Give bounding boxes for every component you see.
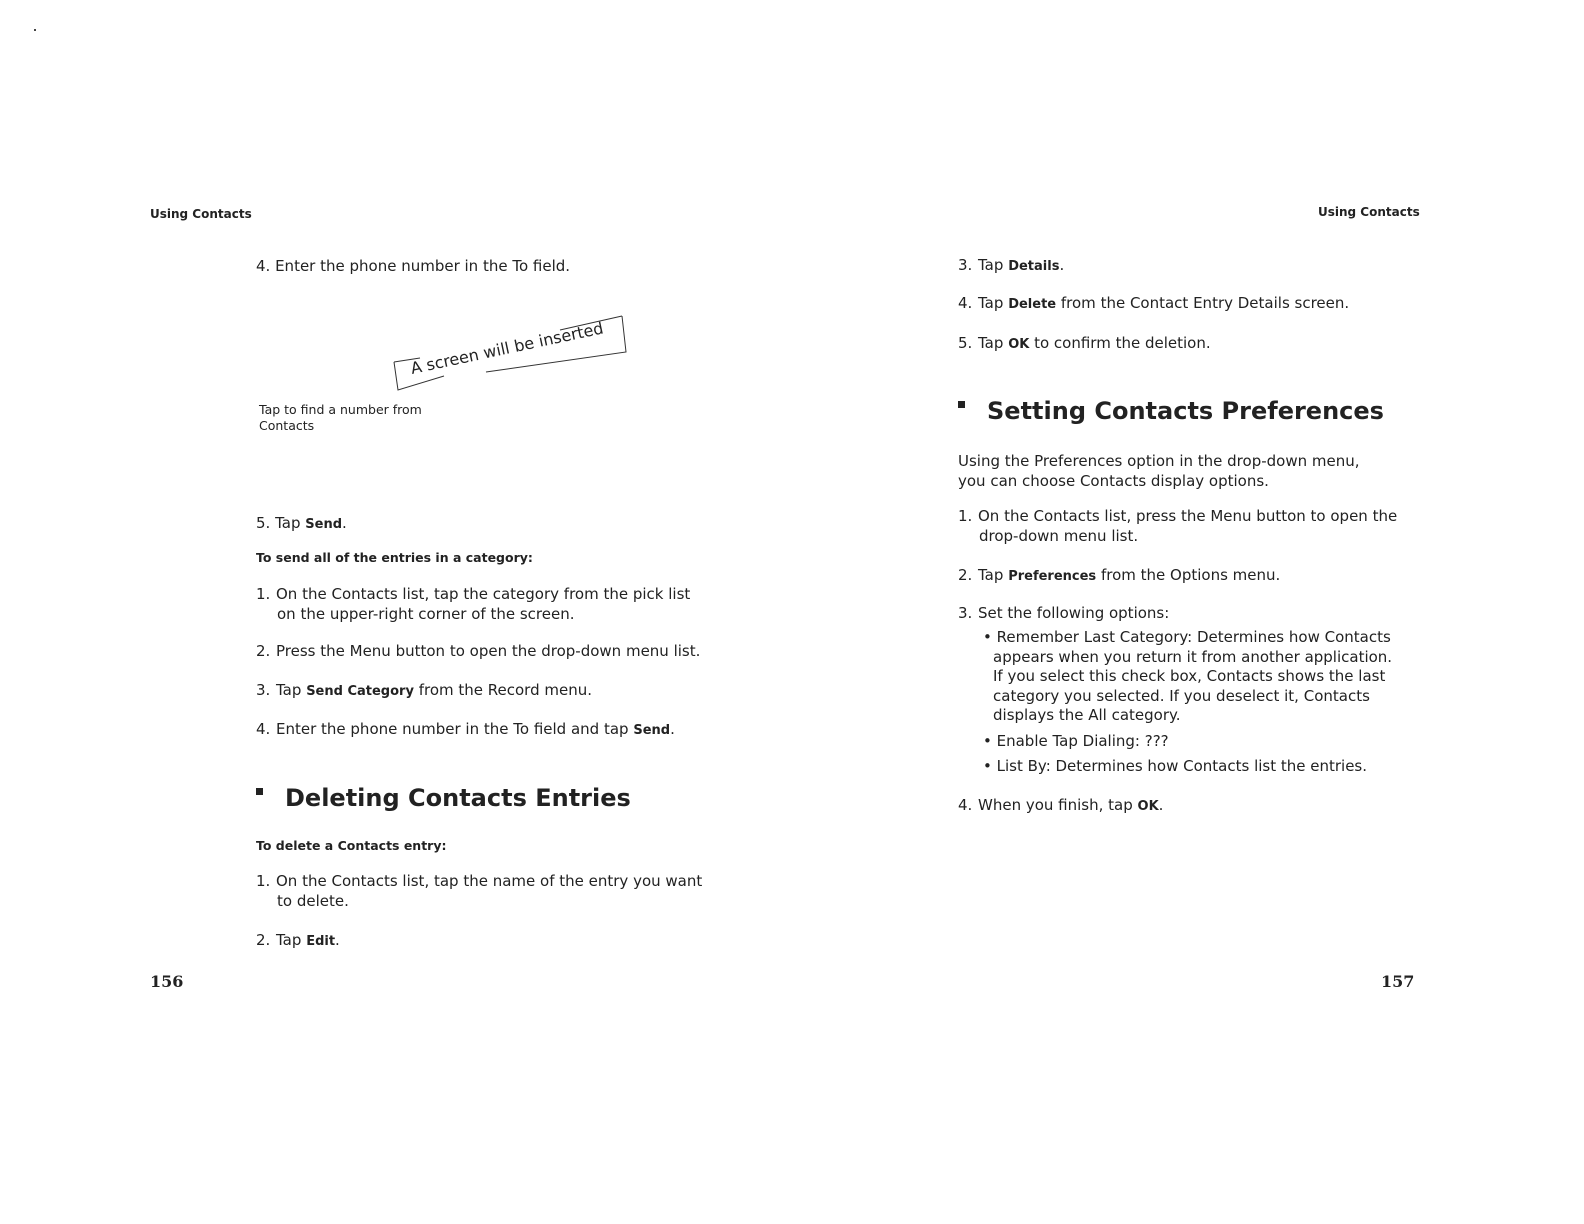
left-page-number: 156 xyxy=(150,972,184,991)
r-s4-suffix: from the Contact Entry Details screen. xyxy=(1060,294,1350,312)
p1-s2-text: Press the Menu button to open the drop-down menu list. xyxy=(276,642,701,660)
screen-placeholder-text: A screen will be inserted xyxy=(408,318,606,378)
section-bullet-icon xyxy=(958,401,965,408)
pref-step-4: 4. When you finish, tap OK. xyxy=(958,796,1164,814)
right-step-3: 3. Tap Details. xyxy=(958,256,1065,274)
right-page-number: 157 xyxy=(1381,972,1415,991)
callout-line-1: Tap to find a number from xyxy=(259,402,422,417)
screen-placeholder-box xyxy=(390,314,630,394)
pref-s2-bold: Preferences xyxy=(1008,569,1097,584)
r-s5-prefix: Tap xyxy=(978,334,1004,352)
r-s3-prefix: Tap xyxy=(978,256,1004,274)
p1-s3-suffix: from the Record menu. xyxy=(418,681,592,699)
right-step-4: 4. Tap Delete from the Contact Entry Details screen. xyxy=(958,294,1350,312)
procedure-2-title: To delete a Contacts entry: xyxy=(256,838,447,853)
pref-s4-prefix: When you finish, tap xyxy=(978,796,1133,814)
right-running-header: Using Contacts xyxy=(1318,205,1420,219)
pref-bullet-2: • Enable Tap Dialing: ??? xyxy=(983,732,1169,750)
callout-line-2: Contacts xyxy=(259,418,315,433)
step-5-prefix: 5. Tap xyxy=(256,514,301,532)
section-title-setting xyxy=(958,397,1384,425)
left-step-4-intro: 4. Enter the phone number in the To field. xyxy=(256,257,571,275)
section-intro xyxy=(958,451,1360,491)
intro-line-2: you can choose Contacts display options. xyxy=(958,472,1269,490)
p1-s4-suffix: . xyxy=(670,720,675,738)
p1-s3-prefix: Tap xyxy=(276,681,302,699)
pref-s1-line2: drop-down menu list. xyxy=(979,527,1139,545)
procedure-1-step-3: 3. Tap Send Category from the Record menu. xyxy=(256,681,592,699)
p2-s2-prefix: Tap xyxy=(276,931,302,949)
procedure-1-step-1: 1. On the Contacts list, tap the category from the pick list on the upper-right corner of the screen. xyxy=(256,584,726,624)
pref-step-3: 3. Set the following options: xyxy=(958,604,1170,622)
r-s4-bold: Delete xyxy=(1008,297,1057,312)
intro-line-1: Using the Preferences option in the drop-down menu, xyxy=(958,452,1360,470)
section-title-deleting xyxy=(256,784,631,812)
p2-s1-line1: On the Contacts list, tap the name of the entry you want xyxy=(276,872,703,890)
p2-s2-bold: Edit xyxy=(306,934,336,949)
p2-s1-line2: to delete. xyxy=(277,892,349,910)
r-s3-suffix: . xyxy=(1059,256,1065,274)
r-s3-bold: Details xyxy=(1008,259,1060,274)
bullet1-line5: displays the All category. xyxy=(993,706,1181,724)
procedure-2-step-1: 1. On the Contacts list, tap the name of the entry you want to delete. xyxy=(256,871,726,911)
procedure-1-title: To send all of the entries in a category: xyxy=(256,550,533,565)
pref-bullet-3: • List By: Determines how Contacts list the entries. xyxy=(983,757,1368,775)
p1-s3-bold: Send Category xyxy=(306,684,414,699)
stray-dot xyxy=(34,29,36,31)
p2-s2-suffix: . xyxy=(335,931,340,949)
screen-placeholder xyxy=(390,314,630,394)
pref-s2-prefix: Tap xyxy=(978,566,1004,584)
section-bullet-icon xyxy=(256,788,263,795)
pref-s1-line1: On the Contacts list, press the Menu button to open the xyxy=(978,507,1398,525)
callout-text xyxy=(259,402,422,434)
bullet2-text: Enable Tap Dialing: ??? xyxy=(996,732,1169,750)
pref-step-2: 2. Tap Preferences from the Options menu. xyxy=(958,566,1281,584)
step-5-bold: Send xyxy=(305,517,343,532)
left-step-5 xyxy=(256,513,347,535)
pref-bullet-1: • Remember Last Category: Determines how Contacts appears when you return it from another application. If you select this check box, Contacts shows the last category you selected. If you deselect it, Contacts displays the All category. xyxy=(983,628,1423,726)
pref-s4-bold: OK xyxy=(1137,799,1159,814)
pref-s3-text: Set the following options: xyxy=(978,604,1170,622)
section-title-setting-text: Setting Contacts Preferences xyxy=(987,397,1384,425)
p1-s1-line2: on the upper-right corner of the screen. xyxy=(277,605,575,623)
pref-s4-suffix: . xyxy=(1158,796,1164,814)
p1-s4-prefix: Enter the phone number in the To field and tap xyxy=(276,720,629,738)
r-s4-prefix: Tap xyxy=(978,294,1004,312)
step-5-suffix: . xyxy=(342,514,347,532)
procedure-2-step-2: 2. Tap Edit. xyxy=(256,931,340,949)
p1-s4-bold: Send xyxy=(633,723,671,738)
p1-s1-line1: On the Contacts list, tap the category from the pick list xyxy=(276,585,691,603)
bullet1-line4: category you selected. If you deselect it, Contacts xyxy=(993,686,1370,705)
section-title-deleting-text: Deleting Contacts Entries xyxy=(285,784,631,812)
procedure-1-step-2: 2. Press the Menu button to open the drop-down menu list. xyxy=(256,642,701,660)
pref-s2-suffix: from the Options menu. xyxy=(1100,566,1281,584)
bullet3-text: List By: Determines how Contacts list the entries. xyxy=(996,757,1368,775)
r-s5-suffix: to confirm the deletion. xyxy=(1034,334,1211,352)
procedure-1-step-4: 4. Enter the phone number in the To field and tap Send. xyxy=(256,720,675,738)
pref-step-1: 1. On the Contacts list, press the Menu button to open the drop-down menu list. xyxy=(958,506,1428,546)
right-step-5: 5. Tap OK to confirm the deletion. xyxy=(958,334,1211,352)
bullet1-line2: appears when you return it from another application. xyxy=(993,647,1393,666)
bullet1-line3: If you select this check box, Contacts shows the last xyxy=(993,667,1386,685)
left-running-header: Using Contacts xyxy=(150,207,252,221)
bullet1-line1: Remember Last Category: Determines how Contacts xyxy=(996,628,1391,646)
r-s5-bold: OK xyxy=(1008,337,1030,352)
